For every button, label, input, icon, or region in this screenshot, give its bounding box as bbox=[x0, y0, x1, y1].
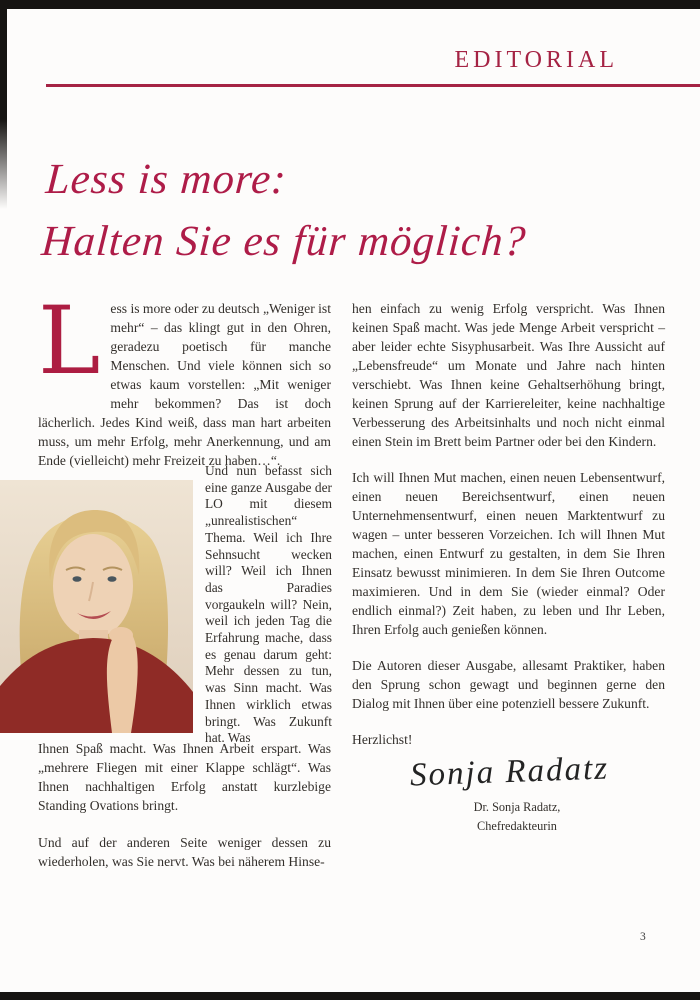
left-column-lower bbox=[38, 739, 331, 889]
fingers bbox=[109, 627, 133, 643]
page-title bbox=[39, 150, 532, 274]
lead-text: ess is more oder zu deutsch „Weniger ist mehr“ – das klingt gut in den Ohren, geradezu poetisch für manche Menschen. Und viele können sich so etwas kaum vorstellen: „Mit weniger mehr bekommen? Das ist doch lächerlich. Jedes Kind weiß, dass man hart arbeiten muss, um mehr Erfolg, mehr Anerkennung, und am Ende (vielleicht) mehr Freizeit zu haben…“. bbox=[38, 301, 331, 468]
closing-line: Herzlichst! bbox=[352, 732, 413, 747]
article-paragraph-right3: Die Autoren dieser Ausgabe, allesamt Praktiker, haben den Sprung schon gewagt und beginnen gerne den Dialog mit Ihnen über eine potenziell bessere Zukunft. bbox=[352, 658, 665, 711]
right-column bbox=[352, 299, 665, 836]
author-block bbox=[412, 798, 622, 836]
scan-edge-bottom bbox=[0, 992, 700, 1000]
hand bbox=[107, 631, 138, 733]
page-number: 3 bbox=[640, 931, 646, 943]
article-paragraph-left-continued: Und auf der anderen Seite weniger dessen zu wiederholen, was Sie nervt. Was bei näherem Hinse- bbox=[38, 835, 331, 869]
article-paragraph-right2: Ich will Ihnen Mut machen, einen neuen Lebensentwurf, einen neuen Bereichsentwurf, einen neuen Unternehmensentwurf, einen neuen Marktentwurf zu wagen – unter besseren Vorzeichen. Ich will Ihnen Mut machen, einen Entwurf zu gestalten, in dem Sie Ihren Einsatz bewusst minimieren. In dem Sie Ihren Outcome maximieren. Und in dem Sie (wieder einmal? Oder endlich einmal?) Zeit haben, zu leben und Ihr Leben, Ihren Erfolg auch genießen können. bbox=[352, 470, 665, 637]
author-name: Dr. Sonja Radatz, bbox=[473, 800, 561, 814]
handwritten-signature: Sonja Radatz bbox=[409, 750, 610, 794]
editor-photo bbox=[0, 480, 193, 733]
page-title-line1: Less is more: bbox=[44, 156, 289, 203]
section-label: EDITORIAL bbox=[454, 47, 618, 73]
article-paragraph-right1: hen einfach zu wenig Erfolg verspricht. Was Ihnen keinen Spaß macht. Was jede Menge Arbeit verspricht – aber leider echte Sisyphusarbeit. Was Ihre Aussicht auf „Lebensfreude“ um Monate und Jahre nach hinten verschiebt. Was Ihnen keine Gehaltserhöhung bringt, keinen Sprung auf der Karriereleiter, keine nachhaltige Verbesserung des Arbeitsinhalts und noch nicht einmal einen Stein im Brett beim Partner oder bei den Kindern. bbox=[352, 301, 665, 449]
article-paragraph-lead bbox=[38, 287, 331, 470]
header-rule bbox=[46, 84, 700, 87]
scan-edge-left bbox=[0, 9, 7, 209]
article-paragraph-beside-photo: Und nun befasst sich eine ganze Ausgabe der LO mit diesem „unrealistischen“ Thema. Weil ich Ihre Sehnsucht wecken will? Weil ich Ihnen das Paradies vorgaukeln will? Nein, weil ich jeden Tag die Erfahrung mache, dass es genau darum geht: Mehr dessen zu tun, was Sinn macht. Was Ihnen wirklich etwas bringt. Was Zukunft hat. Was bbox=[205, 463, 332, 746]
author-role: Chefredakteurin bbox=[477, 819, 557, 833]
article-paragraph-below-photo: Ihnen Spaß macht. Was Ihnen Arbeit erspart. Was „mehrere Fliegen mit einer Klappe schlägt“. Was Ihnen nachhaltigen Erfolg anstatt kurzlebige Standing Ovations bringt. bbox=[38, 741, 331, 813]
eye-left bbox=[73, 576, 82, 582]
page-title-line2: Halten Sie es für möglich? bbox=[39, 218, 528, 265]
scan-edge-top bbox=[0, 0, 700, 9]
eye-right bbox=[108, 576, 117, 582]
drop-cap: L bbox=[38, 287, 101, 396]
